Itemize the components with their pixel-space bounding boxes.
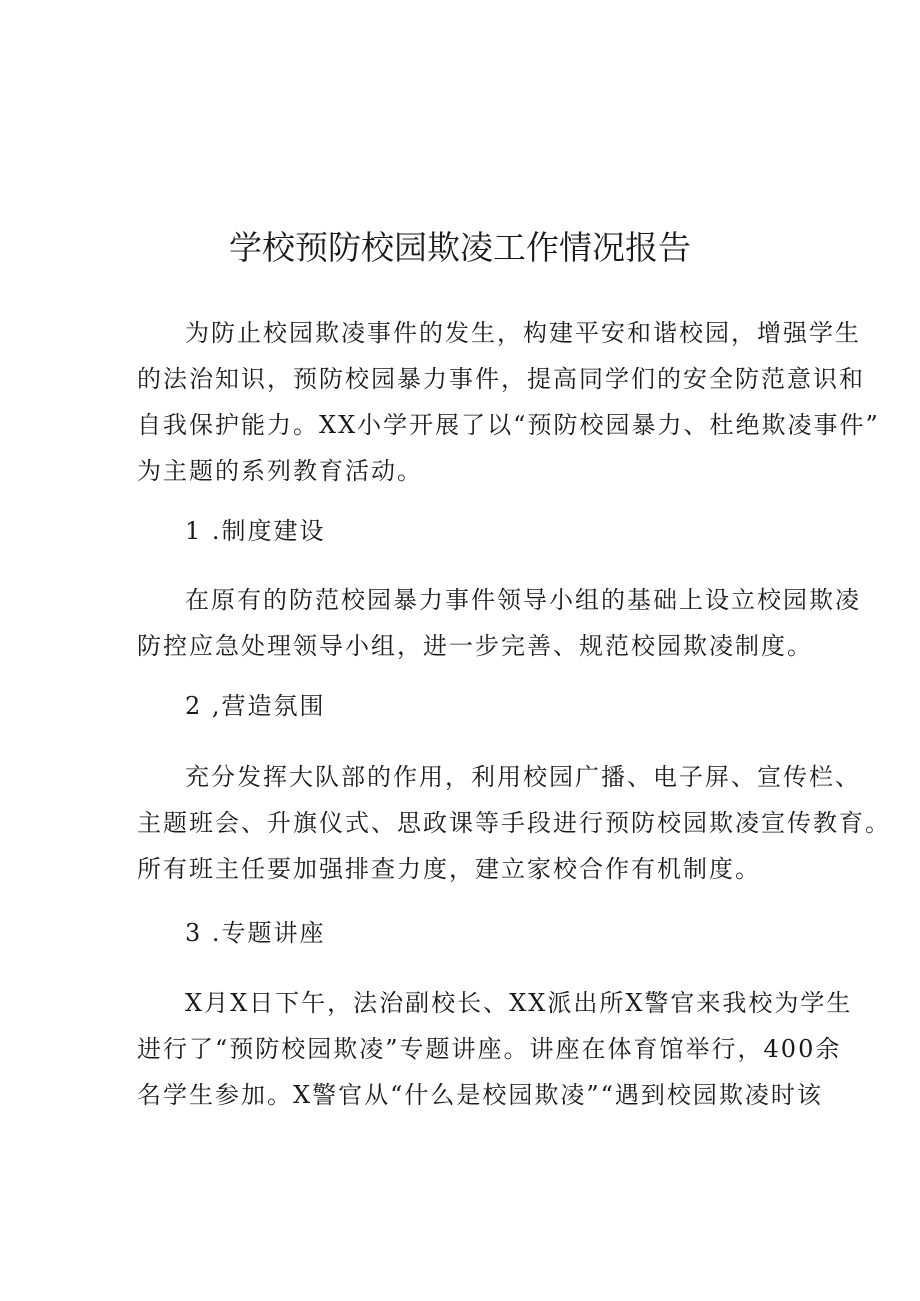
paragraph-line: 进行了“预防校园欺凌”专题讲座。讲座在体育馆举行，400余 — [137, 1035, 842, 1063]
paragraph-line: 充分发挥大队部的作用，利用校园广播、电子屏、宣传栏、 — [185, 763, 861, 791]
section-paragraph-2 — [137, 754, 891, 892]
paragraph-line: 防控应急处理领导小组，进一步完善、规范校园欺凌制度。 — [137, 632, 813, 660]
document-title: 学校预防校园欺凌工作情况报告 — [229, 228, 691, 267]
paragraph-line: 自我保护能力。XX小学开展了以“预防校园暴力、杜绝欺凌事件” — [137, 411, 880, 439]
section-paragraph-3 — [137, 980, 853, 1118]
paragraph-line: 为防止校园欺凌事件的发生，构建平安和谐校园，增强学生 — [185, 319, 861, 347]
paragraph-line: 的法治知识，预防校园暴力事件，提高同学们的安全防范意识和 — [137, 365, 865, 393]
section-paragraph-1 — [137, 577, 861, 669]
paragraph-line: 主题班会、升旗仪式、思政课等手段进行预防校园欺凌宣传教育。 — [137, 809, 891, 837]
section-heading-1: 1 .制度建设 — [185, 517, 326, 545]
paragraph-line: 在原有的防范校园暴力事件领导小组的基础上设立校园欺凌 — [185, 586, 861, 614]
paragraph-line: X月X日下午，法治副校长、XX派出所X警官来我校为学生 — [185, 989, 853, 1017]
section-heading-2: 2 ,营造氛围 — [185, 692, 326, 720]
intro-paragraph — [137, 310, 880, 494]
paragraph-line: 名学生参加。X警官从“什么是校园欺凌”“遇到校园欺凌时该 — [137, 1081, 823, 1109]
section-heading-3: 3 .专题讲座 — [185, 919, 326, 947]
paragraph-line: 为主题的系列教育活动。 — [137, 457, 423, 485]
paragraph-line: 所有班主任要加强排查力度，建立家校合作有机制度。 — [137, 855, 761, 883]
